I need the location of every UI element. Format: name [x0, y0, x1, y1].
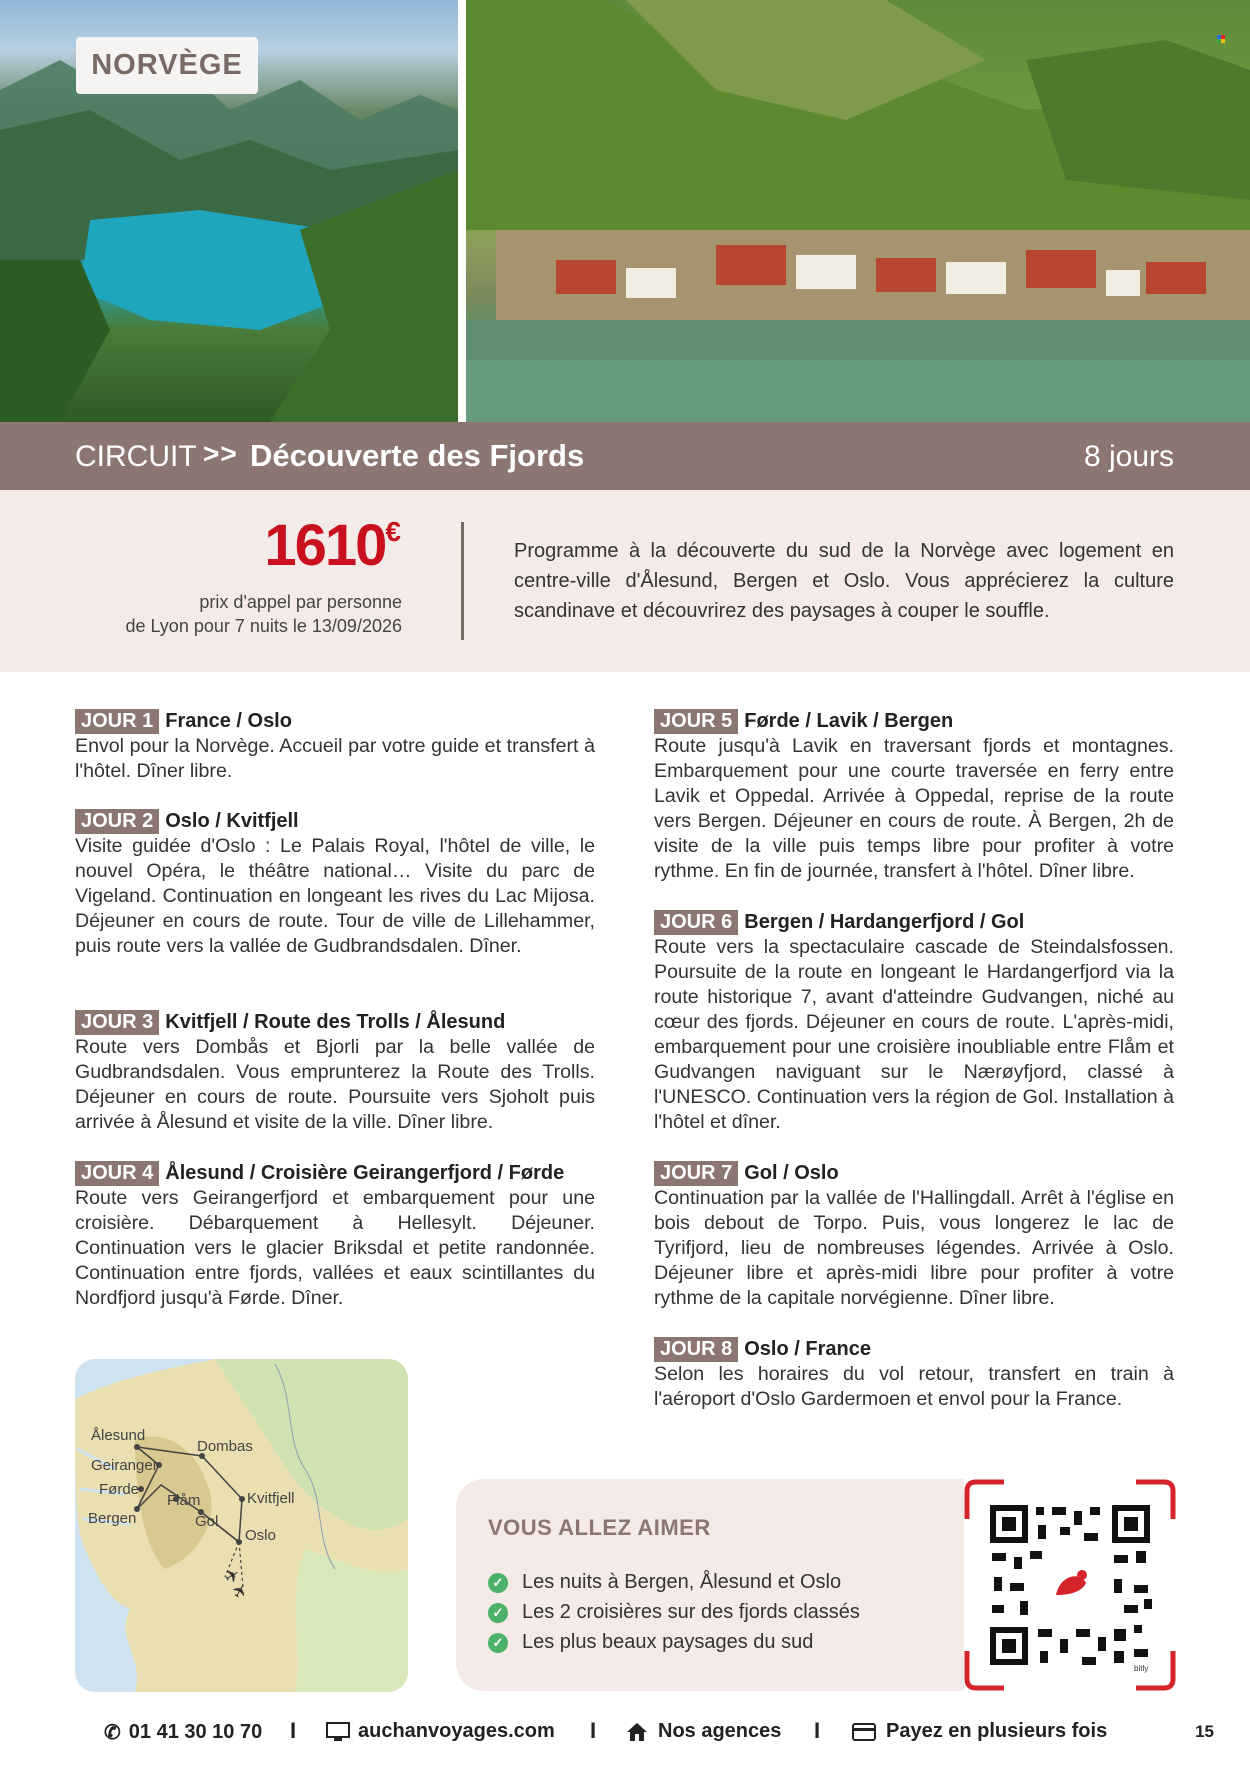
- day-title: Førde / Lavik / Bergen: [744, 710, 954, 732]
- arrows-glyph: >>: [203, 438, 238, 469]
- day-tag: JOUR 7: [654, 1161, 738, 1186]
- day-tag: JOUR 4: [75, 1161, 159, 1186]
- day-tag: JOUR 8: [654, 1337, 738, 1362]
- day-text: Route vers Geirangerfjord et embarquement pour une croisière. Débarquement à Hellesylt. Déjeuner. Continuation vers le glacier Briksdal et petite randonnée. Continuation entre fjords, vallées et eaux scintillantes du Nordfjord jusqu'à Førde. Dîner.: [75, 1187, 595, 1309]
- currency-symbol: €: [385, 516, 401, 547]
- day-1: [75, 708, 595, 784]
- day-text: Visite guidée d'Oslo : Le Palais Royal, l'hôtel de ville, le nouvel Opéra, le théâtre national… Visite du parc de Vigeland. Continuation en longeant les rives du Lac Mijosa. Déjeuner en cours de route. Tour de ville de Lillehammer, puis route vers la vallée de Gudbrandsdalen. Dîner.: [75, 835, 595, 957]
- day-title: Kvitfjell / Route des Trolls / Ålesund: [165, 1011, 506, 1033]
- check-icon: ✓: [488, 1633, 508, 1653]
- circuit-name: Découverte des Fjords: [250, 438, 585, 473]
- route-map: [75, 1359, 408, 1692]
- day-text: Route vers la spectaculaire cascade de Steindalsfossen. Poursuite de la route en longeant le Hardangerfjord via la route historique 7, avant d'atteindre Gudvangen, niché au cœur des fjords. Déjeuner en cours de route. L'après-midi, embarquement pour une croisière inoubliable entre Flåm et Gudvangen naviguant sur le Nærøyfjord, classé à l'UNESCO. Continuation vers la région de Gol. Installation à l'hôtel et dîner.: [654, 936, 1174, 1133]
- highlight-item: ✓ Les nuits à Bergen, Ålesund et Oslo: [488, 1571, 841, 1594]
- page-number: 15: [1195, 1722, 1214, 1741]
- circuit-type: CIRCUIT: [75, 440, 197, 473]
- day-text: Selon les horaires du vol retour, transfert en train à l'aéroport d'Oslo Gardermoen et envol pour la France.: [654, 1363, 1174, 1410]
- plane-icon: ✈: [220, 1563, 244, 1589]
- map-label-alesund: Ålesund: [91, 1427, 146, 1444]
- check-icon: ✓: [488, 1573, 508, 1593]
- day-text: Envol pour la Norvège. Accueil par votre guide et transfert à l'hôtel. Dîner libre.: [75, 735, 595, 782]
- day-title: Oslo / Kvitfjell: [165, 810, 299, 832]
- monitor-icon: [326, 1722, 350, 1742]
- agencies-link[interactable]: [626, 1720, 781, 1743]
- price-note: prix d'appel par personne de Lyon pour 7 nuits le 13/09/2026: [125, 592, 402, 636]
- price-amount: 1610€: [264, 513, 401, 578]
- map-label-flam: Flåm: [167, 1492, 201, 1509]
- footer-separator: I: [590, 1718, 597, 1743]
- day-tag: JOUR 1: [75, 709, 159, 734]
- footer: [0, 1708, 1250, 1758]
- footer-separator: I: [290, 1718, 297, 1743]
- day-tag: JOUR 2: [75, 809, 159, 834]
- intro-text: Programme à la découverte du sud de la Norvège avec logement en centre-ville d'Ålesund, Bergen et Oslo. Vous apprécierez la culture scandinave et découvrirez des paysages à couper le souffle.: [514, 540, 1174, 622]
- payment-label: Payez en plusieurs fois: [886, 1720, 1108, 1742]
- phone-number: 01 41 30 10 70: [128, 1721, 263, 1743]
- map-label-dombas: Dombas: [197, 1438, 253, 1455]
- map-label-forde: Førde: [99, 1481, 140, 1498]
- day-tag: JOUR 5: [654, 709, 738, 734]
- day-title: Gol / Oslo: [744, 1162, 839, 1184]
- country-badge: NORVÈGE: [76, 37, 258, 94]
- day-4: [75, 1160, 595, 1311]
- day-8: [654, 1336, 1174, 1412]
- plane-icon: ✈: [227, 1579, 253, 1603]
- day-title: France / Oslo: [165, 710, 292, 732]
- day-3: [75, 1009, 595, 1135]
- day-title: Bergen / Hardangerfjord / Gol: [744, 911, 1025, 933]
- circuit-title-bar: [0, 422, 1250, 490]
- divider: [461, 522, 464, 640]
- map-label-bergen: Bergen: [88, 1510, 137, 1527]
- circuit-duration: 8 jours: [1083, 440, 1174, 473]
- website-label: auchanvoyages.com: [358, 1720, 555, 1742]
- price-band: [0, 490, 1250, 672]
- footer-separator: I: [814, 1718, 821, 1743]
- day-7: [654, 1160, 1174, 1311]
- highlights-title: VOUS ALLEZ AIMER: [488, 1515, 711, 1540]
- qr-caption: bitly: [1134, 1664, 1149, 1673]
- payment-link[interactable]: [852, 1720, 1107, 1743]
- day-tag: JOUR 6: [654, 910, 738, 935]
- day-tag: JOUR 3: [75, 1010, 159, 1035]
- map-label-geiranger: Geiranger: [91, 1457, 158, 1474]
- phone-contact[interactable]: [104, 1720, 262, 1745]
- check-icon: ✓: [488, 1603, 508, 1623]
- map-label-oslo: Oslo: [245, 1527, 276, 1544]
- day-5: [654, 708, 1174, 884]
- corner-mark-icon: [1217, 35, 1225, 43]
- qr-code[interactable]: [964, 1479, 1176, 1691]
- map-label-gol: Gol: [195, 1513, 219, 1530]
- day-6: [654, 909, 1174, 1135]
- day-text: Route vers Dombås et Bjorli par la belle vallée de Gudbrandsdalen. Vous emprunterez la Route des Trolls. Déjeuner en cours de route. Poursuite vers Sjoholt puis arrivée à Ålesund et visite de la ville. Dîner libre.: [75, 1036, 595, 1133]
- card-icon: [852, 1723, 876, 1741]
- highlight-item: ✓ Les plus beaux paysages du sud: [488, 1631, 813, 1654]
- hero-photo-fjord-village: [466, 0, 1250, 422]
- day-title: Ålesund / Croisière Geirangerfjord / Førde: [165, 1162, 565, 1184]
- phone-icon: ✆: [104, 1722, 121, 1744]
- day-title: Oslo / France: [744, 1338, 871, 1360]
- day-text: Route jusqu'à Lavik en traversant fjords et montagnes. Embarquement pour une courte traversée en ferry entre Lavik et Oppedal. Arrivée à Oppedal, reprise de la route vers Bergen. Déjeuner en cours de route. À Bergen, 2h de visite de la ville puis temps libre pour profiter à votre rythme. En fin de journée, transfert à l'hôtel. Dîner libre.: [654, 735, 1174, 882]
- day-text: Continuation par la vallée de l'Hallingdall. Arrêt à l'église en bois debout de Torpo. Puis, vous longerez le lac de Tyrifjord, lieu de nombreuses légendes. Arrivée à Oslo. Déjeuner libre et après-midi libre pour profiter à votre rythme de la capitale norvégienne. Dîner libre.: [654, 1187, 1174, 1309]
- day-2: [75, 808, 595, 959]
- website-link[interactable]: [326, 1720, 555, 1743]
- map-label-kvitfjell: Kvitfjell: [247, 1490, 295, 1507]
- highlight-item: ✓ Les 2 croisières sur des fjords classés: [488, 1601, 860, 1624]
- agencies-label: Nos agences: [658, 1720, 782, 1742]
- home-icon: [626, 1722, 648, 1742]
